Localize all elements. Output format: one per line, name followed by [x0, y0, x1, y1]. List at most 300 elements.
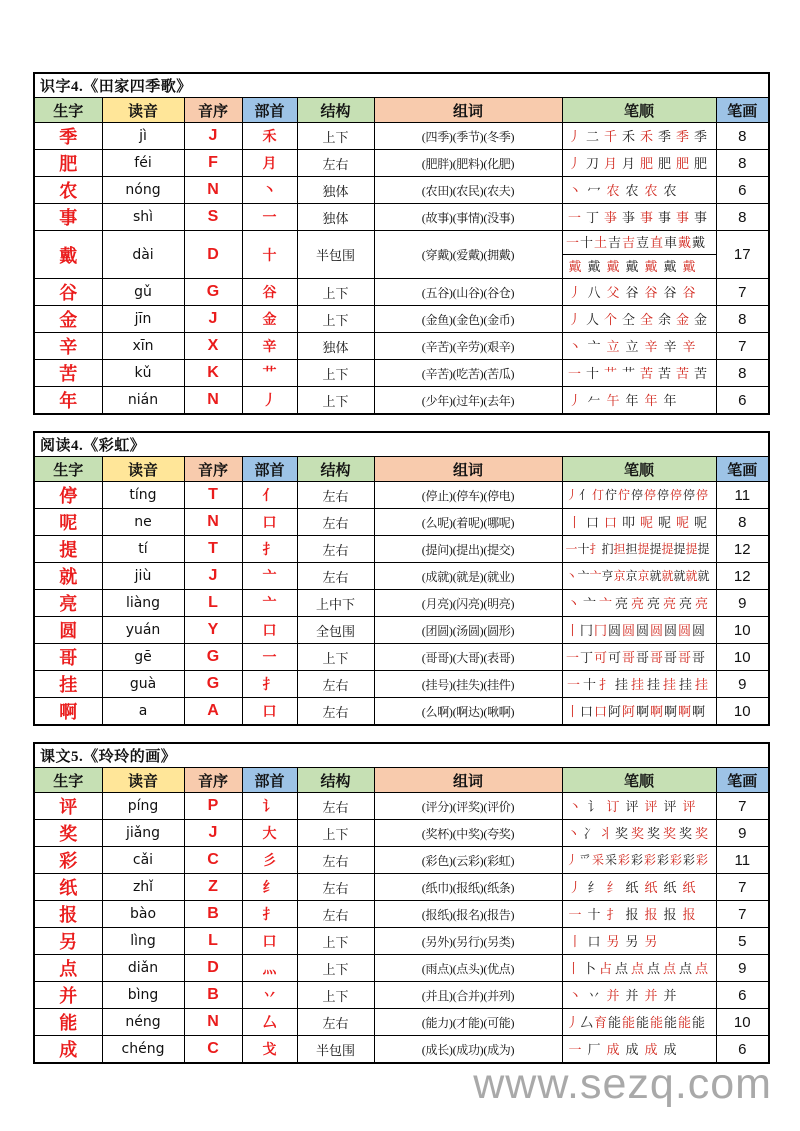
stroke-step-glyph: 育 [593, 1014, 607, 1030]
stroke-order-cell [562, 509, 716, 536]
stroke-step-glyph: 评 [625, 798, 639, 814]
stroke-step-glyph: 停 [643, 487, 656, 502]
radical-cell: 月 [242, 150, 297, 177]
stroke-step-glyph: 扌 [606, 906, 620, 922]
stroke-step-glyph: 纸 [663, 879, 677, 895]
character-cell: 圆 [34, 617, 102, 644]
words-cell: (故事)(事情)(没事) [374, 204, 562, 231]
stroke-step-glyph: 丿 [567, 128, 581, 144]
pinyin-cell: bào [102, 901, 184, 928]
table-row [34, 360, 769, 387]
character-cell: 能 [34, 1009, 102, 1036]
col-header-initial: 音序 [184, 457, 242, 482]
col-header-char: 生字 [34, 768, 102, 793]
stroke-count-cell: 8 [716, 509, 769, 536]
stroke-step-glyph: 肥 [639, 155, 653, 171]
stroke-order-cell [562, 123, 716, 150]
pinyin-cell: nián [102, 387, 184, 415]
stroke-order-cell [562, 333, 716, 360]
words-cell: (哥哥)(大哥)(表哥) [374, 644, 562, 671]
stroke-count-cell: 10 [716, 617, 769, 644]
initial-cell: A [184, 698, 242, 726]
stroke-count-cell: 12 [716, 536, 769, 563]
words-cell: (能力)(才能)(可能) [374, 1009, 562, 1036]
stroke-order-line [563, 125, 716, 148]
table-title: 课文5.《玲玲的画》 [34, 743, 769, 768]
initial-cell: G [184, 279, 242, 306]
stroke-step-glyph: 挂 [630, 676, 644, 692]
stroke-step-glyph: 另 [606, 933, 620, 949]
stroke-step-glyph: 𠂉 [587, 392, 601, 408]
stroke-step-glyph: 卜 [582, 960, 596, 976]
stroke-step-glyph: 提 [697, 541, 710, 556]
initial-cell: J [184, 306, 242, 333]
stroke-step-glyph: 能 [635, 1014, 649, 1030]
structure-cell: 上下 [297, 360, 374, 387]
stroke-step-glyph: 奖 [630, 825, 644, 841]
stroke-order-cell [562, 177, 716, 204]
stroke-step-glyph: 亊 [603, 209, 617, 225]
initial-cell: S [184, 204, 242, 231]
character-cell: 哥 [34, 644, 102, 671]
stroke-step-glyph: 戴 [677, 235, 691, 250]
initial-cell: B [184, 901, 242, 928]
stroke-step-glyph: 仝 [621, 311, 635, 327]
stroke-step-glyph: 亮 [646, 595, 660, 611]
structure-cell: 左右 [297, 847, 374, 874]
stroke-step-glyph: 采 [591, 852, 604, 867]
radical-cell: 厶 [242, 1009, 297, 1036]
stroke-step-glyph: 奖 [662, 825, 676, 841]
stroke-step-glyph: 苦 [693, 365, 707, 381]
stroke-step-glyph: 十 [585, 365, 599, 381]
table-row [34, 563, 769, 590]
words-cell: (报纸)(报名)(报告) [374, 901, 562, 928]
radical-cell: 十 [242, 231, 297, 279]
radical-cell: 丿 [242, 387, 297, 415]
stroke-step-glyph: 个 [603, 311, 617, 327]
stroke-step-glyph: 月 [621, 155, 635, 171]
table-row [34, 901, 769, 928]
stroke-step-glyph: 一 [568, 1041, 582, 1057]
stroke-step-glyph: 口 [579, 703, 593, 719]
stroke-order-line [563, 592, 716, 615]
stroke-count-cell: 17 [716, 231, 769, 279]
initial-cell: N [184, 1009, 242, 1036]
stroke-step-glyph: 提 [661, 541, 674, 556]
table-header-row [34, 98, 769, 123]
stroke-order-line [563, 335, 716, 358]
radical-cell: 艹 [242, 360, 297, 387]
table-row [34, 847, 769, 874]
character-cell: 谷 [34, 279, 102, 306]
character-cell: 辛 [34, 333, 102, 360]
stroke-step-glyph: 京 [613, 568, 626, 583]
stroke-step-glyph: 扌 [598, 676, 612, 692]
pinyin-cell: a [102, 698, 184, 726]
stroke-step-glyph: 一 [568, 906, 582, 922]
table-row [34, 536, 769, 563]
stroke-step-glyph: 圆 [649, 622, 663, 638]
initial-cell: G [184, 644, 242, 671]
stroke-order-line [563, 673, 716, 696]
words-cell: (五谷)(山谷)(谷仓) [374, 279, 562, 306]
table-title: 识字4.《田家四季歌》 [34, 73, 769, 98]
radical-cell: 亻 [242, 482, 297, 509]
pinyin-cell: tí [102, 536, 184, 563]
stroke-step-glyph: 刀 [585, 155, 599, 171]
table-row [34, 644, 769, 671]
stroke-step-glyph: 戴 [663, 259, 677, 274]
stroke-step-glyph: 口 [585, 514, 599, 530]
stroke-order-line [563, 206, 716, 229]
stroke-step-glyph: 彩 [695, 852, 708, 867]
stroke-step-glyph: 父 [606, 284, 620, 300]
structure-cell: 上下 [297, 306, 374, 333]
pinyin-cell: féi [102, 150, 184, 177]
stroke-order-line [563, 179, 716, 202]
stroke-step-glyph: 农 [644, 182, 658, 198]
stroke-step-glyph: 提 [673, 541, 686, 556]
stroke-step-glyph: 担 [613, 541, 626, 556]
stroke-step-glyph: 事 [639, 209, 653, 225]
table-row [34, 982, 769, 1009]
structure-cell: 左右 [297, 563, 374, 590]
pinyin-cell: bìng [102, 982, 184, 1009]
stroke-step-glyph: 哥 [649, 649, 663, 665]
stroke-count-cell: 8 [716, 360, 769, 387]
pinyin-cell: jīn [102, 306, 184, 333]
initial-cell: J [184, 123, 242, 150]
stroke-step-glyph: 肥 [693, 155, 707, 171]
stroke-order-line [563, 1011, 716, 1034]
stroke-order-cell [562, 847, 716, 874]
stroke-step-glyph: 另 [644, 933, 658, 949]
col-header-stroke-order: 笔顺 [562, 457, 716, 482]
stroke-step-glyph: 挂 [614, 676, 628, 692]
stroke-step-glyph: 报 [644, 906, 658, 922]
structure-cell: 上下 [297, 982, 374, 1009]
pinyin-cell: diǎn [102, 955, 184, 982]
stroke-step-glyph: 呢 [639, 514, 653, 530]
stroke-step-glyph: 停 [656, 487, 669, 502]
col-header-radical: 部首 [242, 768, 297, 793]
stroke-step-glyph: 可 [593, 649, 607, 665]
character-cell: 另 [34, 928, 102, 955]
stroke-step-glyph: 午 [606, 392, 620, 408]
stroke-step-glyph: 成 [663, 1041, 677, 1057]
stroke-step-glyph: 丿 [568, 284, 582, 300]
radical-cell: 谷 [242, 279, 297, 306]
stroke-step-glyph: 一 [567, 209, 581, 225]
pinyin-cell: gē [102, 644, 184, 671]
stroke-step-glyph: 评 [644, 798, 658, 814]
stroke-step-glyph: 丨 [566, 960, 580, 976]
stroke-step-glyph: 点 [646, 960, 660, 976]
stroke-step-glyph: 讠 [587, 798, 601, 814]
stroke-step-glyph: 戴 [587, 259, 601, 274]
stroke-count-cell: 8 [716, 204, 769, 231]
stroke-step-glyph: 苦 [675, 365, 689, 381]
stroke-step-glyph: 点 [630, 960, 644, 976]
pinyin-cell: ne [102, 509, 184, 536]
pinyin-cell: cǎi [102, 847, 184, 874]
stroke-step-glyph: 评 [682, 798, 696, 814]
stroke-order-line [563, 700, 716, 723]
stroke-step-glyph: 圆 [677, 622, 691, 638]
radical-cell: 大 [242, 820, 297, 847]
initial-cell: F [184, 150, 242, 177]
character-cell: 呢 [34, 509, 102, 536]
stroke-order-cell [562, 387, 716, 415]
stroke-step-glyph: 挂 [678, 676, 692, 692]
table-title-row [34, 432, 769, 457]
stroke-step-glyph: 亠 [598, 595, 612, 611]
stroke-step-glyph: 年 [625, 392, 639, 408]
table-row [34, 617, 769, 644]
stroke-step-glyph: 戴 [606, 259, 620, 274]
stroke-order-line [563, 1038, 716, 1061]
stroke-step-glyph: 冖 [587, 182, 601, 198]
initial-cell: L [184, 928, 242, 955]
stroke-count-cell: 8 [716, 150, 769, 177]
words-cell: (成就)(就是)(就业) [374, 563, 562, 590]
stroke-step-glyph: 丶 [568, 798, 582, 814]
initial-cell: Z [184, 874, 242, 901]
stroke-step-glyph: 点 [678, 960, 692, 976]
stroke-order-line [563, 484, 716, 507]
stroke-step-glyph: 丶 [568, 338, 582, 354]
stroke-step-glyph: 可 [607, 649, 621, 665]
stroke-step-glyph: 彩 [643, 852, 656, 867]
stroke-step-glyph: 立 [625, 338, 639, 354]
stroke-step-glyph: 亻 [578, 487, 591, 502]
words-cell: (么啊)(啊达)(啾啊) [374, 698, 562, 726]
stroke-step-glyph: 吉 [621, 235, 635, 250]
stroke-step-glyph: 丶 [566, 595, 580, 611]
structure-cell: 左右 [297, 509, 374, 536]
stroke-count-cell: 7 [716, 279, 769, 306]
initial-cell: D [184, 955, 242, 982]
stroke-step-glyph: 挂 [662, 676, 676, 692]
character-cell: 苦 [34, 360, 102, 387]
structure-cell: 左右 [297, 536, 374, 563]
stroke-order-line [563, 308, 716, 331]
radical-cell: 口 [242, 617, 297, 644]
stroke-step-glyph: 彩 [630, 852, 643, 867]
structure-cell: 上下 [297, 820, 374, 847]
pinyin-cell: tíng [102, 482, 184, 509]
stroke-step-glyph: 并 [644, 987, 658, 1003]
stroke-step-glyph: 点 [614, 960, 628, 976]
stroke-step-glyph: 一 [567, 365, 581, 381]
stroke-order-line [563, 957, 716, 980]
stroke-order-line [563, 984, 716, 1007]
stroke-step-glyph: 谷 [663, 284, 677, 300]
stroke-order-line [563, 152, 716, 175]
stroke-step-glyph: 奖 [646, 825, 660, 841]
words-cell: (雨点)(点头)(优点) [374, 955, 562, 982]
stroke-count-cell: 7 [716, 793, 769, 820]
stroke-step-glyph: 丿 [567, 311, 581, 327]
stroke-count-cell: 7 [716, 333, 769, 360]
stroke-order-cell [562, 482, 716, 509]
radical-cell: 扌 [242, 671, 297, 698]
stroke-step-glyph: 冫 [582, 825, 596, 841]
col-header-char: 生字 [34, 457, 102, 482]
structure-cell: 上下 [297, 123, 374, 150]
words-cell: (停止)(停车)(停电) [374, 482, 562, 509]
character-cell: 事 [34, 204, 102, 231]
stroke-step-glyph: 圆 [635, 622, 649, 638]
character-cell: 纸 [34, 874, 102, 901]
stroke-step-glyph: 农 [625, 182, 639, 198]
col-header-initial: 音序 [184, 98, 242, 123]
stroke-step-glyph: 艹 [621, 365, 635, 381]
pinyin-cell: liàng [102, 590, 184, 617]
stroke-count-cell: 6 [716, 177, 769, 204]
stroke-step-glyph: 口 [593, 703, 607, 719]
stroke-step-glyph: 佇 [617, 487, 630, 502]
stroke-step-glyph: 二 [585, 128, 599, 144]
stroke-step-glyph: 丨 [565, 703, 579, 719]
structure-cell: 左右 [297, 671, 374, 698]
table-row [34, 874, 769, 901]
stroke-order-cell [562, 928, 716, 955]
pinyin-cell: nóng [102, 177, 184, 204]
col-header-radical: 部首 [242, 457, 297, 482]
words-cell: (农田)(农民)(农夫) [374, 177, 562, 204]
stroke-order-cell [562, 1009, 716, 1036]
structure-cell: 左右 [297, 901, 374, 928]
table-title: 阅读4.《彩虹》 [34, 432, 769, 457]
structure-cell: 上中下 [297, 590, 374, 617]
structure-cell: 半包围 [297, 1036, 374, 1064]
structure-cell: 左右 [297, 793, 374, 820]
stroke-step-glyph: 京 [637, 568, 650, 583]
stroke-step-glyph: 呢 [657, 514, 671, 530]
pinyin-cell: jiǎng [102, 820, 184, 847]
stroke-step-glyph: 亮 [694, 595, 708, 611]
words-cell: (金鱼)(金色)(金币) [374, 306, 562, 333]
structure-cell: 上下 [297, 928, 374, 955]
stroke-step-glyph: 禾 [639, 128, 653, 144]
stroke-step-glyph: 亮 [630, 595, 644, 611]
words-cell: (四季)(季节)(冬季) [374, 123, 562, 150]
table-row [34, 306, 769, 333]
stroke-step-glyph: 佇 [604, 487, 617, 502]
stroke-step-glyph: 彩 [617, 852, 630, 867]
initial-cell: N [184, 177, 242, 204]
stroke-step-glyph: 呢 [693, 514, 707, 530]
pinyin-cell: dài [102, 231, 184, 279]
stroke-order-line [563, 362, 716, 385]
character-cell: 肥 [34, 150, 102, 177]
initial-cell: L [184, 590, 242, 617]
stroke-count-cell: 9 [716, 590, 769, 617]
structure-cell: 左右 [297, 1009, 374, 1036]
stroke-step-glyph: 啊 [649, 703, 663, 719]
words-cell: (评分)(评奖)(评价) [374, 793, 562, 820]
stroke-step-glyph: 能 [649, 1014, 663, 1030]
stroke-step-glyph: 亮 [614, 595, 628, 611]
stroke-order-line [563, 903, 716, 926]
stroke-step-glyph: 能 [677, 1014, 691, 1030]
character-cell: 彩 [34, 847, 102, 874]
stroke-order-line [563, 231, 716, 254]
initial-cell: J [184, 563, 242, 590]
col-header-char: 生字 [34, 98, 102, 123]
words-cell: (么呢)(着呢)(哪呢) [374, 509, 562, 536]
character-cell: 戴 [34, 231, 102, 279]
stroke-step-glyph: 另 [625, 933, 639, 949]
table-header-row [34, 457, 769, 482]
character-cell: 成 [34, 1036, 102, 1064]
stroke-step-glyph: 亠 [577, 568, 590, 583]
stroke-step-glyph: 挂 [646, 676, 660, 692]
stroke-step-glyph: 亠 [589, 568, 602, 583]
character-cell: 提 [34, 536, 102, 563]
stroke-order-line [563, 619, 716, 642]
table-row [34, 509, 769, 536]
stroke-step-glyph: 亊 [621, 209, 635, 225]
stroke-step-glyph: 就 [685, 568, 698, 583]
stroke-step-glyph: 能 [663, 1014, 677, 1030]
radical-cell: 纟 [242, 874, 297, 901]
stroke-step-glyph: 哥 [635, 649, 649, 665]
stroke-step-glyph: 纟 [606, 879, 620, 895]
stroke-step-glyph: 彩 [669, 852, 682, 867]
stroke-step-glyph: 丁 [585, 209, 599, 225]
stroke-order-cell [562, 204, 716, 231]
pinyin-cell: zhǐ [102, 874, 184, 901]
stroke-step-glyph: 报 [682, 906, 696, 922]
stroke-step-glyph: 季 [693, 128, 707, 144]
stroke-step-glyph: 哥 [621, 649, 635, 665]
table-header-row [34, 768, 769, 793]
stroke-step-glyph: 啊 [691, 703, 705, 719]
stroke-step-glyph: 余 [657, 311, 671, 327]
character-cell: 挂 [34, 671, 102, 698]
structure-cell: 全包围 [297, 617, 374, 644]
stroke-step-glyph: 挂 [694, 676, 708, 692]
stroke-step-glyph: 奖 [614, 825, 628, 841]
stroke-step-glyph: 成 [625, 1041, 639, 1057]
stroke-step-glyph: 就 [697, 568, 710, 583]
stroke-count-cell: 9 [716, 955, 769, 982]
stroke-step-glyph: 报 [663, 906, 677, 922]
pinyin-cell: píng [102, 793, 184, 820]
col-header-structure: 结构 [297, 457, 374, 482]
character-cell: 点 [34, 955, 102, 982]
stroke-step-glyph: 口 [587, 933, 601, 949]
stroke-step-glyph: 丨 [567, 514, 581, 530]
words-cell: (并且)(合并)(并列) [374, 982, 562, 1009]
pinyin-cell: guà [102, 671, 184, 698]
stroke-step-glyph: 订 [606, 798, 620, 814]
stroke-order-line [563, 565, 716, 588]
stroke-step-glyph: 停 [669, 487, 682, 502]
pinyin-cell: lìng [102, 928, 184, 955]
table-title-row [34, 73, 769, 98]
initial-cell: N [184, 387, 242, 415]
stroke-step-glyph: 戴 [682, 259, 696, 274]
stroke-count-cell: 7 [716, 874, 769, 901]
stroke-order-line [563, 389, 716, 412]
stroke-step-glyph: 丿 [567, 155, 581, 171]
stroke-step-glyph: 就 [661, 568, 674, 583]
radical-cell: 金 [242, 306, 297, 333]
